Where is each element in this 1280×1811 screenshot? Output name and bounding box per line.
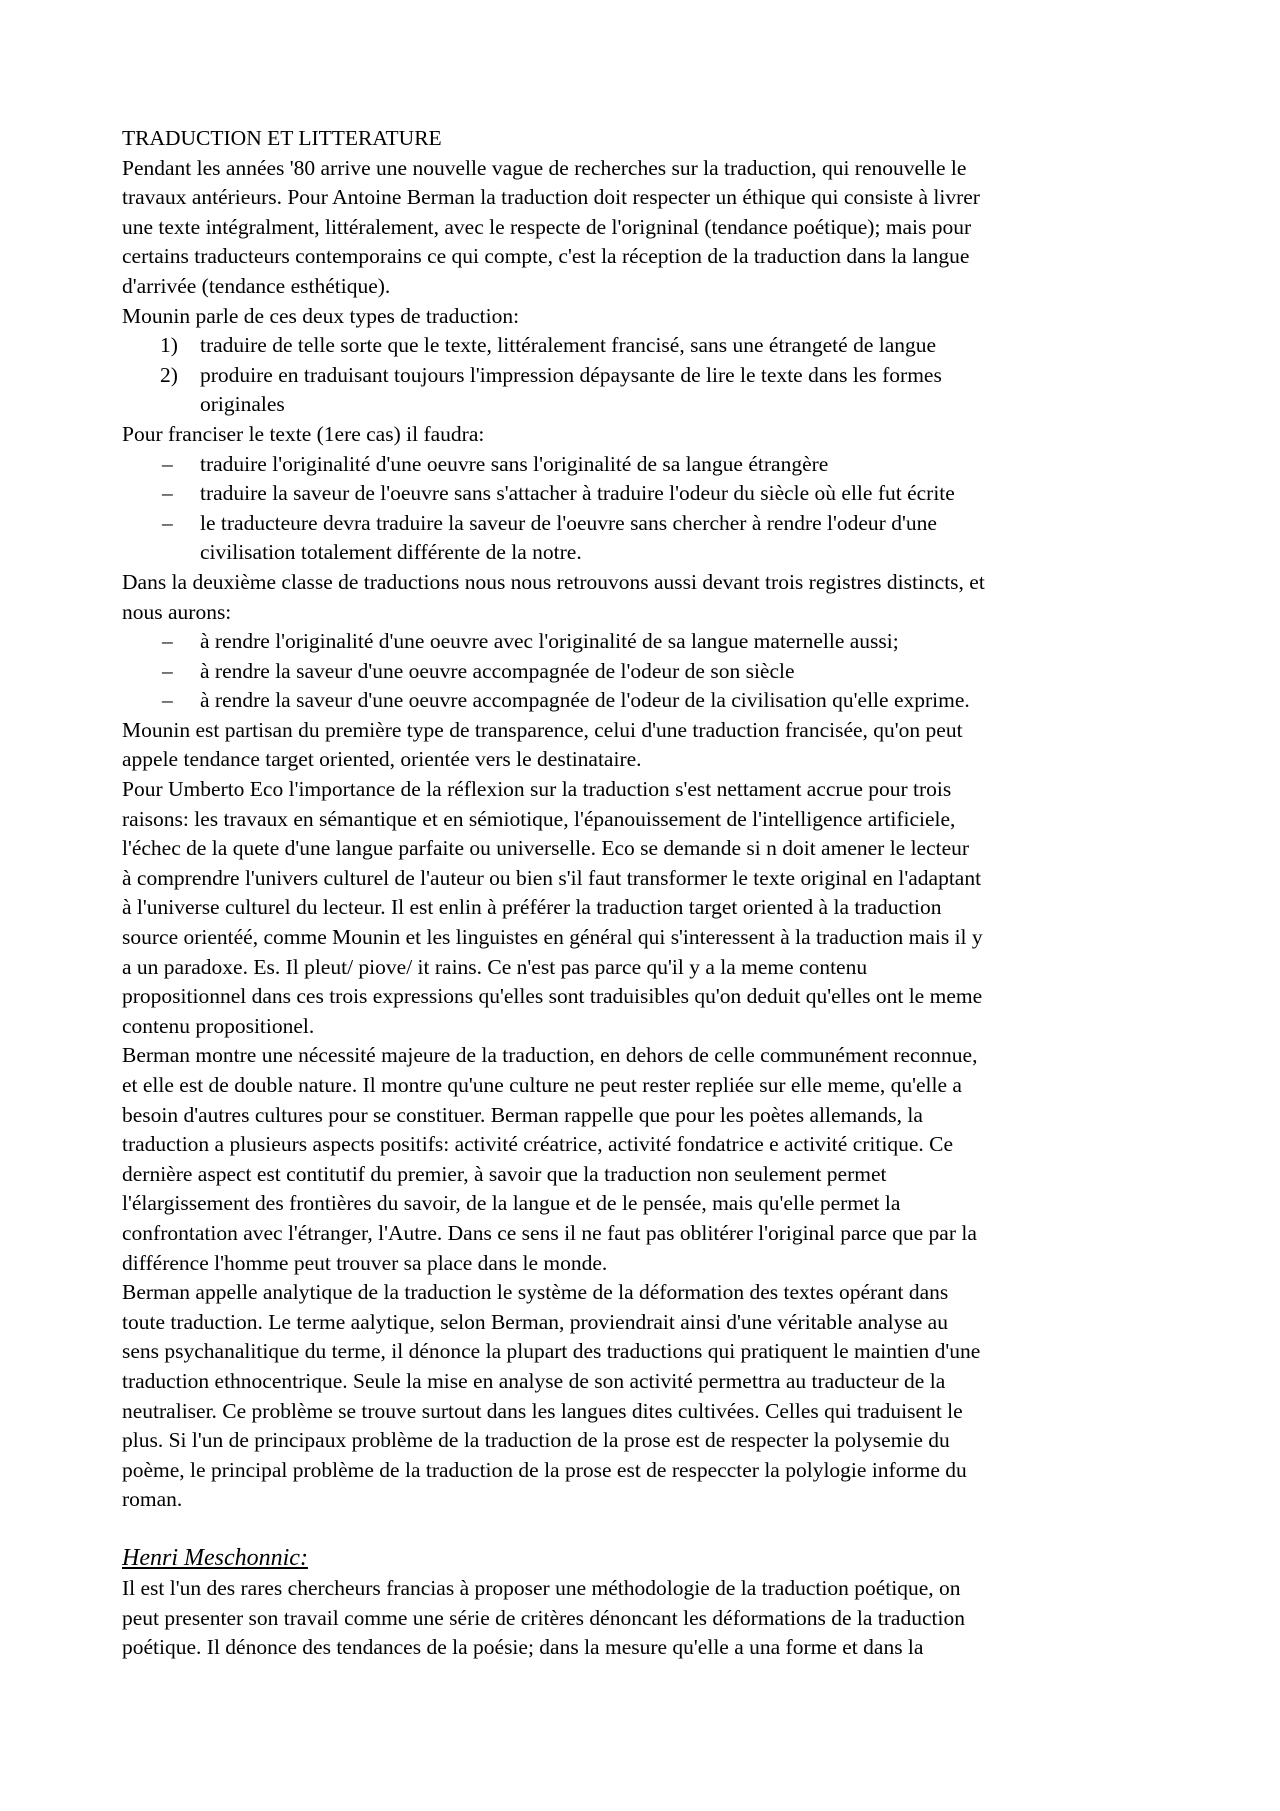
text-line: peut presenter son travail comme une série de critères dénoncant les déformations de la traduction [122,1605,965,1630]
list-item [122,627,1162,657]
list-item [122,331,1162,361]
paragraph-berman-2 [122,1278,1162,1515]
franciser-intro: Pour franciser le texte (1ere cas) il faudra: [122,421,485,446]
dash-bullet: – [162,629,173,654]
text-line: traduction a plusieurs aspects positifs: activité créatrice, activité fondatrice e activité critique. Ce [122,1132,953,1157]
dash-list-franciser [122,450,1162,568]
text-line: traduire la saveur de l'oeuvre sans s'attacher à traduire l'odeur du siècle où elle fut écrite [200,481,955,506]
list-item [122,509,1162,568]
deuxieme-intro [122,568,1162,627]
text-line: sens psychanalitique du terme, il dénonce la plupart des traductions qui pratiquent le maintien d'une [122,1339,981,1364]
paragraph-intro [122,154,1162,302]
text-line: certains traducteurs contemporains ce qui compte, c'est la réception de la traduction dans la langue [122,244,970,269]
text-line: besoin d'autres cultures pour se constituer. Berman rappelle que pour les poètes allemands, la [122,1102,923,1127]
text-line: et elle est de double nature. Il montre qu'une culture ne peut rester repliée sur elle meme, qu'elle a [122,1073,962,1097]
text-line: a un paradoxe. Es. Il pleut/ piove/ it rains. Ce n'est pas parce qu'il y a la meme contenu [122,954,868,979]
numbered-list [122,331,1162,420]
list-item [122,361,1162,420]
text-line: le traducteure devra traduire la saveur de l'oeuvre sans chercher à rendre l'odeur d'une [200,510,937,535]
list-item [122,450,1162,480]
text-line: traduction ethnocentrique. Seule la mise en analyse de son activité permettra au traducteur de la [122,1368,946,1393]
text-line: appele tendance target oriented, orientée vers le destinataire. [122,747,642,772]
text-line: Dans la deuxième classe de traductions nous nous retrouvons aussi devant trois registres distincts, et [122,569,985,594]
paragraph-spacer [122,1515,1162,1543]
list-number: 1) [160,333,178,358]
paragraph-berman-1 [122,1041,1162,1278]
text-line: à rendre la saveur d'une oeuvre accompagnée de l'odeur de la civilisation qu'elle exprime. [200,688,970,713]
dash-bullet: – [162,658,173,683]
text-line: roman. [122,1487,183,1512]
dash-bullet: – [162,481,173,506]
paragraph-mounin [122,716,1162,775]
text-line: contenu propositionel. [122,1013,315,1038]
text-line: propositionnel dans ces trois expressions qu'elles sont traduisibles qu'on deduit qu'elles ont le meme [122,984,983,1009]
text-line: travaux antérieurs. Pour Antoine Berman la traduction doit respecter un éthique qui consiste à livrer [122,185,980,210]
dash-list-deuxieme [122,627,1162,716]
text-line: l'élargissement des frontières du savoir, de la langue et de le pensée, mais qu'elle permet la [122,1191,901,1216]
paragraph-meschonnic [122,1574,1162,1663]
list-item [122,686,1162,716]
list-number: 2) [160,362,178,387]
dash-bullet: – [162,688,173,713]
text-line: une texte intégralment, littéralement, avec le respecte de l'origninal (tendance poétique); mais pour [122,214,972,239]
document-body [122,124,1162,1663]
text-line: poétique. Il dénonce des tendances de la poésie; dans la mesure qu'elle a una forme et dans la [122,1635,924,1660]
dash-bullet: – [162,451,173,476]
document-title: TRADUCTION ET LITTERATURE [122,126,442,150]
mounin-intro: Mounin parle de ces deux types de traduction: [122,303,520,328]
text-line: à comprendre l'univers culturel de l'auteur ou bien s'il faut transformer le texte original en l'adaptant [122,865,982,890]
text-line: Pour Umberto Eco l'importance de la réflexion sur la traduction s'est nettament accrue pour trois [122,777,952,802]
text-line: à rendre l'originalité d'une oeuvre avec l'originalité de sa langue maternelle aussi; [200,629,899,654]
text-line: différence l'homme peut trouver sa place dans le monde. [122,1250,608,1275]
text-line: civilisation totalement différente de la notre. [200,540,582,565]
text-line: raisons: les travaux en sémantique et en sémiotique, l'épanouissement de l'intelligence artificiele, [122,806,956,831]
text-line: Mounin est partisan du première type de transparence, celui d'une traduction francisée, qu'on peut [122,717,963,742]
text-line: à rendre la saveur d'une oeuvre accompagnée de l'odeur de son siècle [200,658,795,683]
text-line: plus. Si l'un de principaux problème de la traduction de la prose est de respecter la polysemie du [122,1428,950,1453]
list-item [122,657,1162,687]
text-line: d'arrivée (tendance esthétique). [122,273,391,298]
text-line: à l'universe culturel du lecteur. Il est enlin à préférer la traduction target oriented à la traduction [122,895,942,920]
text-line: nous aurons: [122,599,232,624]
text-line: Berman appelle analytique de la traduction le système de la déformation des textes opérant dans [122,1280,949,1305]
section-heading-meschonnic: Henri Meschonnic: [122,1544,308,1571]
list-item [122,479,1162,509]
text-line: confrontation avec l'étranger, l'Autre. Dans ce sens il ne faut pas oblitérer l'original parce que par la [122,1220,977,1245]
text-line: Berman montre une nécessité majeure de la traduction, en dehors de celle communément reconnue, [122,1043,978,1068]
text-line: Il est l'un des rares chercheurs francias à proposer une méthodologie de la traduction poétique, on [122,1575,961,1600]
text-line: source orientéé, comme Mounin et les linguistes en général qui s'interessent à la traduction mais il y [122,925,983,950]
text-line: produire en traduisant toujours l'impression dépaysante de lire le texte dans les formes [200,362,942,387]
text-line: traduire l'originalité d'une oeuvre sans l'originalité de sa langue étrangère [200,451,829,476]
text-line: traduire de telle sorte que le texte, littéralement francisé, sans une étrangeté de langue [200,333,937,358]
text-line: l'échec de la quete d'une langue parfaite ou universelle. Eco se demande si n doit amener le lecteur [122,836,970,861]
text-line: neutraliser. Ce problème se trouve surtout dans les langues dites cultivées. Celles qui traduisent le [122,1398,963,1423]
paragraph-eco [122,775,1162,1041]
text-line: poème, le principal problème de la traduction de la prose est de respeccter la polylogie informe du [122,1457,967,1482]
text-line: originales [200,392,285,417]
text-line: Pendant les années '80 arrive une nouvelle vague de recherches sur la traduction, qui renouvelle le [122,155,967,180]
text-line: dernière aspect est contitutif du premier, à savoir que la traduction non seulement permet [122,1161,887,1186]
dash-bullet: – [162,510,173,535]
text-line: toute traduction. Le terme aalytique, selon Berman, proviendrait ainsi d'une véritable analyse au [122,1309,948,1334]
